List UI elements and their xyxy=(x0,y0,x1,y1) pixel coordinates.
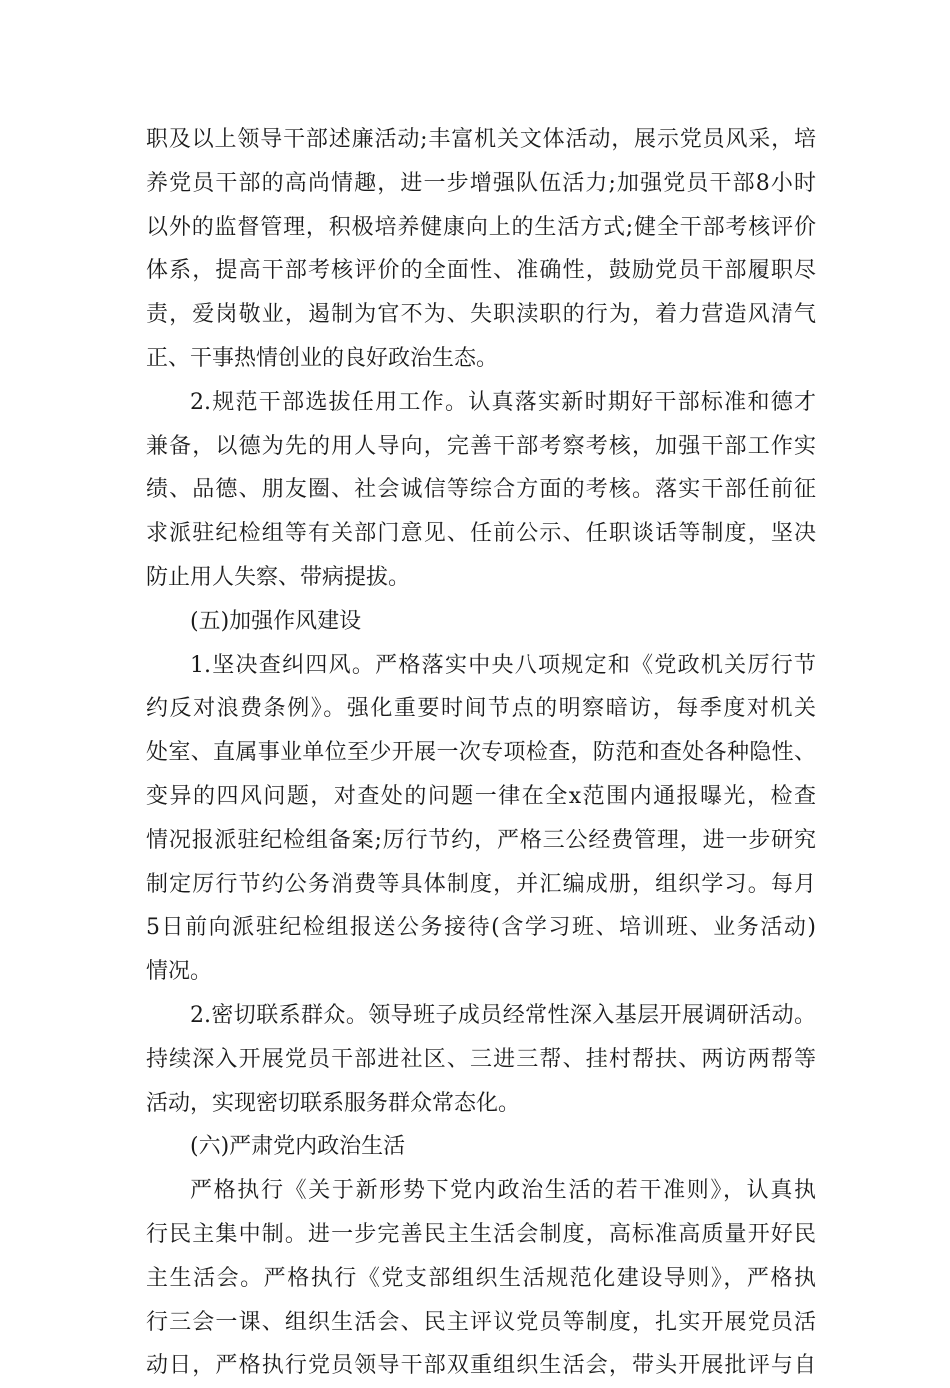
text-line: 兼备，以德为先的用人导向，完善干部考察考核，加强干部工作实 xyxy=(146,433,816,459)
text-line: 绩、品德、朋友圈、社会诚信等综合方面的考核。落实干部任前征 xyxy=(146,477,816,503)
text-line: 处室、直属事业单位至少开展一次专项检查，防范和查处各种隐性、 xyxy=(146,740,816,766)
text-line: 情况报派驻纪检组备案;厉行节约，严格三公经费管理，进一步研究 xyxy=(146,827,816,853)
text-line: 情况。 xyxy=(146,959,213,985)
text-line: 5日前向派驻纪检组报送公务接待(含学习班、培训班、业务活动) xyxy=(146,915,816,941)
text-line: 以外的监督管理，积极培养健康向上的生活方式;健全干部考核评价 xyxy=(146,214,816,240)
text-line: 2.规范干部选拔任用工作。认真落实新时期好干部标准和德才 xyxy=(190,389,816,415)
text-line: 职及以上领导干部述廉活动;丰富机关文体活动，展示党员风采，培 xyxy=(146,127,816,152)
text-line: 变异的四风问题，对查处的问题一律在全x范围内通报曝光，检查 xyxy=(146,783,816,809)
text-line: 求派驻纪检组等有关部门意见、任前公示、任职谈话等制度，坚决 xyxy=(146,521,816,547)
text-line: 正、干事热情创业的良好政治生态。 xyxy=(146,345,499,371)
text-line: 责，爱岗敬业，遏制为官不为、失职渎职的行为，着力营造风清气 xyxy=(146,302,816,328)
text-line: 行三会一课、组织生活会、民主评议党员等制度，扎实开展党员活 xyxy=(146,1309,816,1335)
text-line: 制定厉行节约公务消费等具体制度，并汇编成册，组织学习。每月 xyxy=(146,871,816,897)
text-line: 1.坚决查纠四风。严格落实中央八项规定和《党政机关厉行节 xyxy=(190,652,816,678)
text-line: 活动，实现密切联系服务群众常态化。 xyxy=(146,1090,521,1116)
text-line: (五)加强作风建设 xyxy=(190,608,362,634)
text-line: 主生活会。严格执行《党支部组织生活规范化建设导则》，严格执 xyxy=(146,1265,816,1291)
text-line: 养党员干部的高尚情趣，进一步增强队伍活力;加强党员干部8小时 xyxy=(146,170,816,196)
text-line: (六)严肃党内政治生活 xyxy=(190,1134,406,1160)
text-line: 动日，严格执行党员领导干部双重组织生活会，带头开展批评与自 xyxy=(146,1353,816,1379)
text-line: 防止用人失察、带病提拔。 xyxy=(146,564,411,590)
text-line: 持续深入开展党员干部进社区、三进三帮、挂村帮扶、两访两帮等 xyxy=(146,1046,816,1072)
text-line: 2.密切联系群众。领导班子成员经常性深入基层开展调研活动。 xyxy=(190,1002,816,1028)
text-line: 约反对浪费条例》。强化重要时间节点的明察暗访，每季度对机关 xyxy=(146,696,816,722)
text-line: 体系，提高干部考核评价的全面性、准确性，鼓励党员干部履职尽 xyxy=(146,258,816,284)
text-line: 严格执行《关于新形势下党内政治生活的若干准则》，认真执 xyxy=(190,1178,816,1204)
document-page xyxy=(146,118,816,1388)
text-line: 行民主集中制。进一步完善民主生活会制度，高标准高质量开好民 xyxy=(146,1221,816,1247)
